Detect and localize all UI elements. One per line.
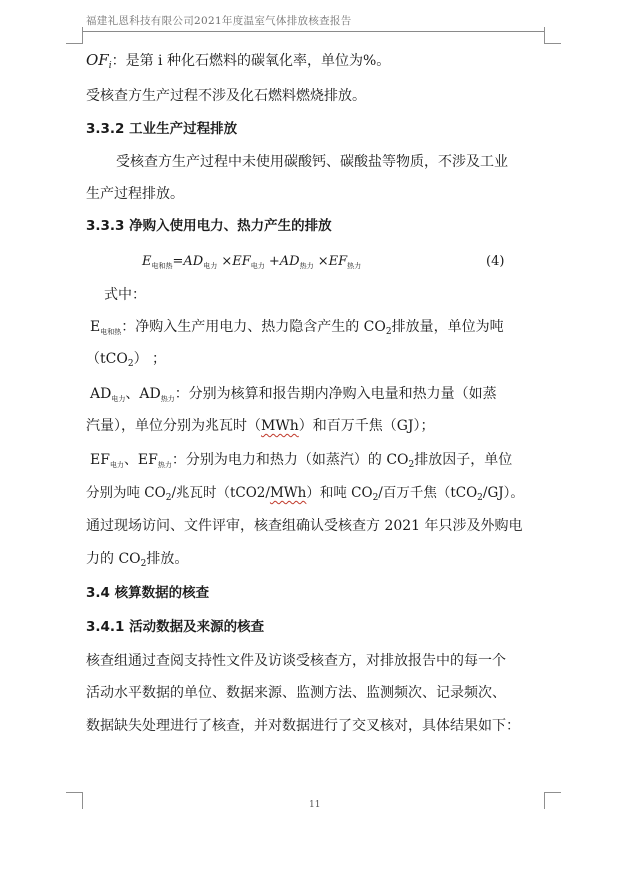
- heading-3-3-3: 3.3.3 净购入使用电力、热力产生的排放: [86, 218, 332, 234]
- running-header: 福建礼恩科技有限公司2021年度温室气体排放核查报告: [86, 15, 352, 27]
- crop-mark-top-left: [66, 27, 83, 44]
- equation-number: (4): [486, 254, 505, 269]
- where-label: 式中：: [104, 287, 146, 303]
- no-fossil-text: 受核查方生产过程不涉及化石燃料燃烧排放。: [86, 88, 366, 104]
- equation-4: $E_{电和热}=AD_{电力} \times EF_{电力} +AD_{热力} \times EF_{热力}$: [142, 254, 362, 270]
- page-number: 11: [309, 800, 321, 810]
- para-3-4-1-line1: 核查组通过查阅支持性文件及访谈受核查方，对排放报告中的每一个: [86, 653, 506, 669]
- para-3-4-1-line2: 活动水平数据的单位、数据来源、监测方法、监测频次、记录频次、: [86, 685, 506, 701]
- ad-definition-line2: 汽量），单位分别为兆瓦时（MWh）和百万千焦（GJ）；: [86, 418, 435, 434]
- of-definition: $OF_i$：是第 i 种化石燃料的碳氧化率，单位为%。: [86, 51, 391, 71]
- heading-3-4: 3.4 核算数据的核查: [86, 585, 210, 601]
- verify-line2: 力的 $CO_2$排放。: [86, 551, 189, 569]
- verify-line1: 通过现场访问、文件评审，核查组确认受核查方 2021 年只涉及外购电: [86, 518, 523, 534]
- para-3-4-1-line3: 数据缺失处理进行了核查，并对数据进行了交叉核对，具体结果如下：: [86, 718, 520, 734]
- ad-definition-line1: $AD_{电力}$、$AD_{热力}$：分别为核算和报告期内净购入电量和热力量（如蒸: [90, 386, 497, 403]
- ef-definition-line1: $EF_{电力}$、$EF_{热力}$：分别为电力和热力（如蒸汽）的 $CO_2$排放因子，单位: [90, 452, 513, 470]
- para-3-3-2-line2: 生产过程排放。: [86, 186, 184, 202]
- e-definition-line2: （tCO$_2$） ；: [86, 351, 167, 369]
- crop-mark-top-right: [544, 27, 561, 44]
- ef-definition-line2: 分别为吨 $CO_2/$兆瓦时（tCO2/MWh）和吨 $CO_2/$百万千焦（tCO$_2$/GJ）。: [86, 485, 524, 503]
- crop-mark-bottom-right: [544, 792, 561, 809]
- para-3-3-2-line1: 受核查方生产过程中未使用碳酸钙、碳酸盐等物质，不涉及工业: [116, 154, 508, 170]
- heading-3-3-2: 3.3.2 工业生产过程排放: [86, 121, 238, 137]
- heading-3-4-1: 3.4.1 活动数据及来源的核查: [86, 619, 265, 635]
- header-rule: [82, 31, 544, 32]
- crop-mark-bottom-left: [66, 792, 83, 809]
- e-definition-line1: $E_{电和热}$：净购入生产用电力、热力隐含产生的 $CO_2$排放量，单位为吨: [90, 319, 504, 337]
